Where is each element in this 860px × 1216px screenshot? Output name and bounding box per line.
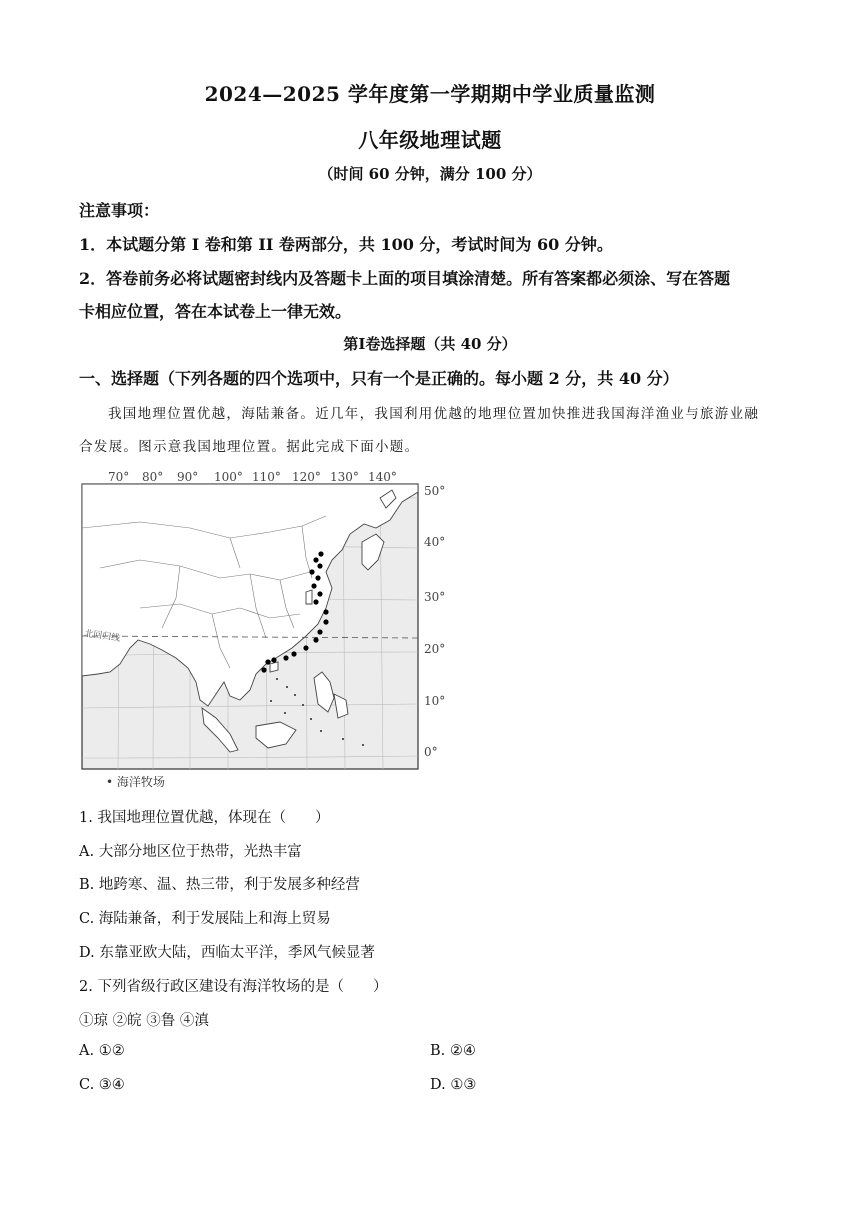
- marine-ranch-dot: [313, 599, 318, 604]
- marine-ranch-dot: [317, 563, 322, 568]
- lat-label: 30°: [424, 590, 446, 604]
- question-2-option-d[interactable]: D. ①③: [430, 1077, 477, 1093]
- marine-ranch-dot: [291, 651, 296, 656]
- lon-label: 140°: [368, 470, 397, 484]
- marine-ranch-dot: [313, 557, 318, 562]
- notice-item-2-line-1: 2．答卷前务必将试题密封线内及答题卡上面的项目填涂清楚。所有答案都必须涂、写在答题: [79, 269, 731, 288]
- china-location-map: [80, 468, 460, 790]
- marine-ranch-dot: [317, 591, 322, 596]
- marine-ranch-dot: [323, 609, 328, 614]
- question-1-option-c[interactable]: C. 海陆兼备，利于发展陆上和海上贸易: [79, 911, 331, 927]
- intro-line-2: 合发展。图示意我国地理位置。据此完成下面小题。: [79, 439, 420, 455]
- latitude-labels: [424, 484, 445, 759]
- question-2-option-a[interactable]: A. ①②: [79, 1043, 125, 1059]
- question-2-option-c[interactable]: C. ③④: [79, 1077, 125, 1093]
- question-2-sub-items: ①琼 ②皖 ③鲁 ④滇: [79, 1013, 209, 1029]
- question-1-stem: 1. 我国地理位置优越，体现在（ ）: [79, 810, 330, 826]
- notice-item-2-line-2: 卡相应位置，答在本试卷上一律无效。: [79, 302, 352, 321]
- lon-label: 120°: [292, 470, 321, 484]
- marine-ranch-dot: [271, 657, 276, 662]
- lat-label: 40°: [424, 535, 446, 549]
- question-2-stem: 2. 下列省级行政区建设有海洋牧场的是（ ）: [79, 979, 388, 995]
- notice-heading: 注意事项：: [79, 201, 160, 220]
- lon-label: 100°: [214, 470, 243, 484]
- marine-ranch-dot: [313, 637, 318, 642]
- lon-label: 110°: [252, 470, 281, 484]
- marine-ranch-dot: [315, 575, 320, 580]
- marine-ranch-dot: [265, 659, 270, 664]
- question-1-option-a[interactable]: A. 大部分地区位于热带，光热丰富: [79, 844, 302, 860]
- lon-label: 80°: [142, 470, 164, 484]
- marine-ranch-dot: [303, 645, 308, 650]
- question-1-option-d[interactable]: D. 东靠亚欧大陆，西临太平洋，季风气候显著: [79, 945, 375, 961]
- longitude-labels: [108, 470, 397, 484]
- marine-ranch-dot: [317, 629, 322, 634]
- map-legend: • 海洋牧场: [106, 775, 165, 789]
- lat-label: 50°: [424, 484, 446, 498]
- marine-ranch-dot: [323, 619, 328, 624]
- question-2-option-b[interactable]: B. ②④: [430, 1043, 476, 1059]
- lat-label: 0°: [424, 745, 438, 759]
- time-note: （时间 60 分钟，满分 100 分）: [318, 165, 542, 183]
- lon-label: 90°: [177, 470, 199, 484]
- lon-label: 130°: [330, 470, 359, 484]
- marine-ranch-dot: [283, 655, 288, 660]
- marine-ranch-dot: [261, 667, 266, 672]
- exam-subtitle: 八年级地理试题: [358, 128, 502, 152]
- marine-ranch-dot: [311, 583, 316, 588]
- lon-label: 70°: [108, 470, 130, 484]
- marine-ranch-dot: [318, 551, 323, 556]
- question-1-option-b[interactable]: B. 地跨寒、温、热三带，利于发展多种经营: [79, 877, 360, 893]
- part-title: 第Ⅰ卷选择题（共 40 分）: [343, 335, 517, 353]
- lat-label: 10°: [424, 694, 446, 708]
- tropic-of-cancer-label: 北回归线: [83, 629, 121, 644]
- intro-line-1: 我国地理位置优越，海陆兼备。近几年，我国利用优越的地理位置加快推进我国海洋渔业与旅游业融: [108, 406, 760, 422]
- lat-label: 20°: [424, 642, 446, 656]
- notice-item-1: 1．本试题分第 I 卷和第 II 卷两部分，共 100 分，考试时间为 60 分钟。: [79, 235, 613, 254]
- exam-title: 2024—2025 学年度第一学期期中学业质量监测: [204, 82, 656, 106]
- section-heading: 一、选择题（下列各题的四个选项中，只有一个是正确的。每小题 2 分，共 40 分）: [79, 369, 679, 388]
- marine-ranch-dot: [309, 569, 314, 574]
